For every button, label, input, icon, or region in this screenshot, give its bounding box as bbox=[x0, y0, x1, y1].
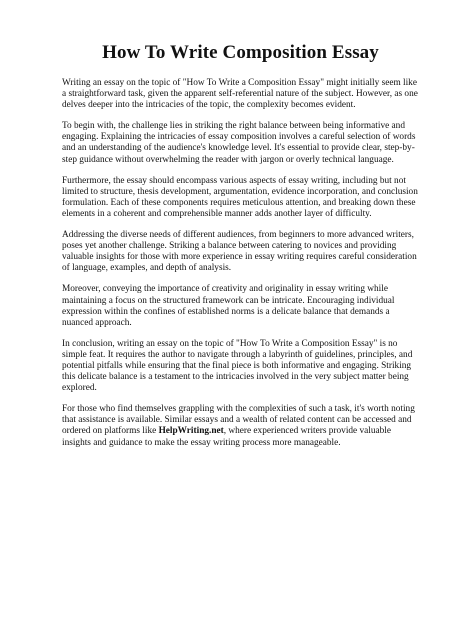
assistance-text-after: , where experienced writers provide valuable insights and guidance to make the essay writing process more manageable. bbox=[62, 426, 392, 448]
paragraph-creativity: Moreover, conveying the importance of creativity and originality in essay writing while maintaining a focus on the structured framework can be intricate. Encouraging individual expression within the confines of established norms is a delicate balance that demands a nuanced approach. bbox=[62, 284, 395, 328]
paragraph-assistance bbox=[62, 404, 419, 448]
assistance-text-before: For those who find themselves grappling with the complexities of such a task, it's worth noting that assistance is available. Similar essays and a wealth of related content can be accessed and ordered on platforms like bbox=[62, 404, 415, 437]
document-title: How To Write Composition Essay bbox=[102, 42, 379, 63]
paragraph-conclusion: In conclusion, writing an essay on the topic of "How To Write a Composition Essay" is no simple feat. It requires the author to navigate through a labyrinth of guidelines, principles, and potential pitfalls while ensuring that the final piece is both informative and engaging. Striking this delicate balance is a testament to the intricacies involved in the very subject matter being explored. bbox=[62, 338, 413, 394]
paragraph-aspects: Furthermore, the essay should encompass various aspects of essay writing, including but not limited to structure, thesis development, argumentation, evidence incorporation, and conclusion formulation. Each of these components requires meticulous attention, and breaking down these elements in a coherent and comprehensible manner adds another layer of difficulty. bbox=[62, 175, 418, 219]
helpwriting-link[interactable]: HelpWriting.net bbox=[158, 426, 224, 437]
paragraph-intro: Writing an essay on the topic of "How To Write a Composition Essay" might initially seem like a straightforward task, given the apparent self-referential nature of the subject. However, as one delves deeper into the intricacies of the topic, the complexity becomes evident. bbox=[62, 78, 418, 111]
paragraph-audiences: Addressing the diverse needs of different audiences, from beginners to more advanced writers, poses yet another challenge. Striking a balance between catering to novices and providing valuable insights for those with more experience in essay writing requires careful consideration of language, examples, and depth of analysis. bbox=[62, 230, 417, 274]
paragraph-balance: To begin with, the challenge lies in striking the right balance between being informative and engaging. Explaining the intricacies of essay composition involves a careful selection of words and an understanding of the audience's knowledge level. It's essential to provide clear, step-by-step guidance without overwhelming the reader with jargon or overly technical language. bbox=[62, 121, 416, 165]
